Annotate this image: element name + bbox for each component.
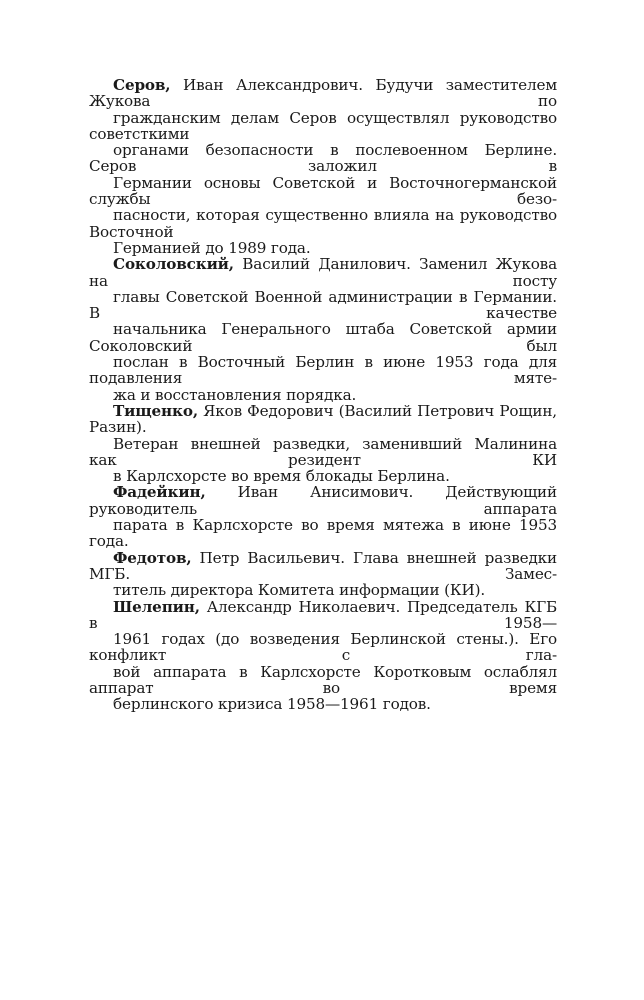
entry-line: [89, 77, 557, 110]
entry-text: Василий Данилович. Заменил Жукова на посту: [89, 255, 557, 290]
entry-line: жа и восстановления порядка.: [113, 385, 357, 404]
entry-line: начальника Генерального штаба Советской армии Соколовский был: [89, 320, 557, 355]
entry-line: пасности, которая существенно влияла на руководство Восточной: [89, 206, 557, 241]
entry-sokolovsky: [89, 256, 557, 403]
entry-serov: [89, 77, 557, 256]
entry-line: Ветеран внешней разведки, заменивший Малинина как резидент КИ: [89, 434, 557, 469]
entry-line: [89, 403, 557, 436]
entry-line: послан в Восточный Берлин в июне 1953 года для подавления мяте-: [89, 353, 557, 388]
entry-line: вой аппарата в Карлсхорсте Коротковым ослаблял аппарат во время: [89, 662, 557, 697]
entry-line: [89, 484, 557, 517]
entry-name: Серов,: [113, 76, 171, 94]
entry-line: главы Советской Военной администрации в Германии. В качестве: [89, 287, 557, 323]
entry-tishchenko: [89, 403, 557, 484]
entry-text: Александр Николаевич. Председатель КГБ в 1958—: [89, 597, 557, 632]
entry-line: органами безопасности в послевоенном Берлине. Серов заложил в: [89, 141, 557, 176]
entry-line: Германией до 1989 года.: [113, 238, 311, 257]
document-page: [89, 77, 557, 713]
entry-name: Соколовский,: [113, 255, 234, 274]
entry-name: Тищенко,: [113, 401, 198, 420]
entry-fadeykin: [89, 484, 557, 549]
entry-text: Петр Васильевич. Глава внешней разведки МГБ. Замес-: [89, 548, 557, 583]
entry-line: парата в Карлсхорсте во время мятежа в июне 1953 года.: [89, 516, 557, 551]
entry-shelepin: [89, 599, 557, 713]
entry-line: Германии основы Советской и Восточногерманской службы безо-: [89, 173, 557, 209]
entry-line: [89, 599, 557, 632]
entry-line: в Карлсхорсте во время блокады Берлина.: [113, 467, 450, 486]
entry-line: гражданским делам Серов осуществлял руководство советсткими: [89, 108, 557, 143]
entry-name: Шелепин,: [113, 597, 200, 616]
entry-fedotov: [89, 550, 557, 599]
entry-text: Иван Анисимович. Действующий руководитель аппарата: [89, 483, 557, 518]
entry-line: [89, 256, 557, 289]
entry-text: Иван Александрович. Будучи заместителем Жукова по: [89, 76, 557, 111]
entry-line: берлинского кризиса 1958—1961 годов.: [113, 695, 431, 714]
entry-name: Федотов,: [113, 548, 192, 567]
entry-name: Фадейкин,: [113, 483, 206, 502]
entry-text: Яков Федорович (Василий Петрович Рощин, Разин).: [89, 401, 557, 437]
entry-line: титель директора Комитета информации (КИ).: [113, 581, 486, 600]
entry-line: 1961 годах (до возведения Берлинской стены.). Его конфликт с гла-: [89, 630, 557, 665]
entry-line: [89, 550, 557, 583]
